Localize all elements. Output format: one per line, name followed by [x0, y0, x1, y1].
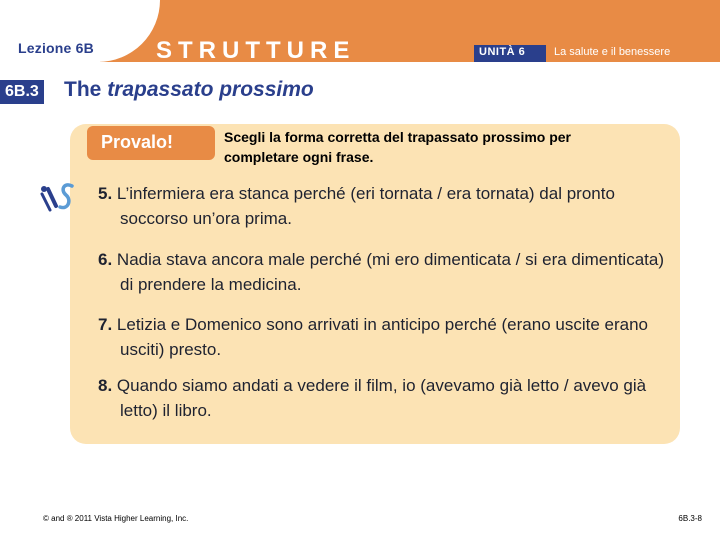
section-category-title: STRUTTURE	[156, 37, 356, 64]
exercise-item: 8. Quando siamo andati a vedere il film, io (avevamo già letto / avevo già letto) il libro.	[98, 376, 647, 420]
unit-label: UNITÀ 6	[479, 46, 526, 58]
exercise-item: 5. L’infermiera era stanca perché (eri tornata / era tornata) dal pronto soccorso un’ora prima.	[98, 184, 615, 228]
exercise-item: 7. Letizia e Domenico sono arrivati in anticipo perché (erano uscite erano usciti) presto.	[98, 315, 648, 359]
provalo-label: Provalo!	[101, 132, 174, 152]
title-italic: trapassato prossimo	[107, 78, 314, 101]
lesson-label: Lezione 6B	[18, 40, 94, 56]
exercise-instructions: Scegli la forma corretta del trapassato prossimo per completare ogni frase.	[224, 129, 572, 165]
vhl-central-icon	[38, 180, 78, 216]
title-prefix: The	[64, 78, 102, 101]
page-title	[64, 78, 314, 102]
section-number: 6B.3	[5, 83, 39, 100]
unit-title: La salute e il benessere	[554, 46, 671, 58]
copyright: © and ® 2011 Vista Higher Learning, Inc.	[43, 514, 189, 523]
page-number: 6B.3-8	[678, 514, 702, 523]
exercise-item: 6. Nadia stava ancora male perché (mi ero dimenticata / si era dimenticata) di prendere la medicina.	[98, 250, 665, 294]
